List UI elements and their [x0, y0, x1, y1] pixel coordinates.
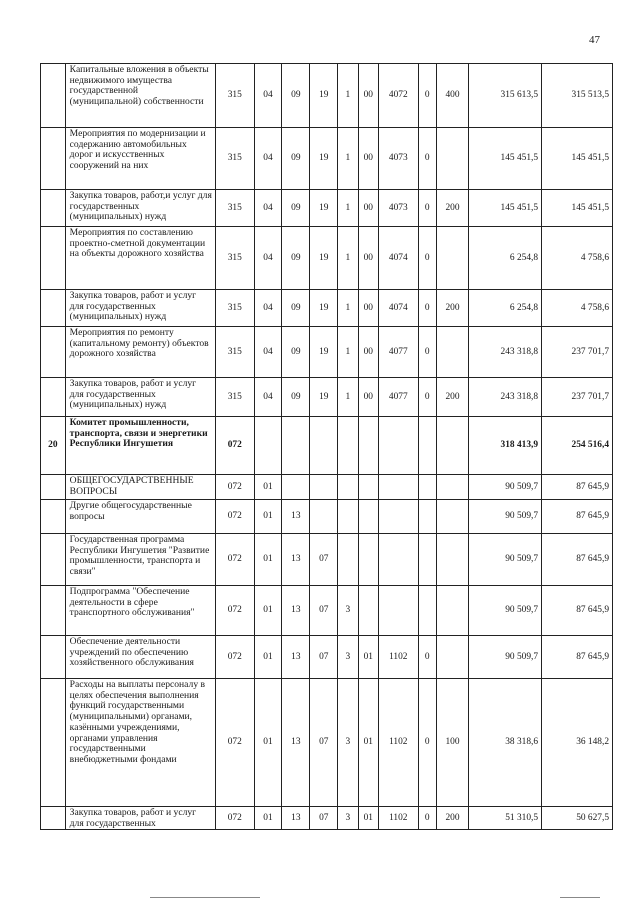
cell-code: 3: [338, 636, 358, 679]
cell-code: 3: [338, 807, 358, 830]
cell-code: 0: [418, 290, 436, 327]
cell-code: 072: [215, 586, 254, 636]
cell-code: 01: [254, 475, 282, 500]
cell-amount-planned: 51 310,5: [469, 807, 542, 830]
cell-code: 072: [215, 475, 254, 500]
cell-code: 01: [254, 636, 282, 679]
cell-code: 04: [254, 128, 282, 190]
cell-code: [310, 500, 338, 534]
cell-row-number: [41, 64, 66, 128]
cell-item-name: Закупка товаров, работ,и услуг для государственных (муниципальных) нужд: [65, 190, 215, 227]
cell-code: [436, 327, 468, 378]
cell-code: 07: [310, 679, 338, 807]
cell-amount-planned: 6 254,8: [469, 227, 542, 290]
cell-amount-executed: 87 645,9: [542, 636, 613, 679]
cell-code: 0: [418, 378, 436, 417]
cell-code: [282, 475, 310, 500]
cell-code: 1: [338, 190, 358, 227]
cell-row-number: [41, 807, 66, 830]
cell-code: 07: [310, 586, 338, 636]
cell-code: 315: [215, 327, 254, 378]
cell-code: 19: [310, 64, 338, 128]
cell-code: 3: [338, 586, 358, 636]
cell-code: 315: [215, 190, 254, 227]
cell-code: 400: [436, 64, 468, 128]
cell-amount-planned: 243 318,8: [469, 378, 542, 417]
page-number: 47: [589, 34, 600, 46]
table-row: [41, 679, 613, 807]
cell-code: 19: [310, 128, 338, 190]
cell-code: [378, 586, 418, 636]
cell-code: [254, 417, 282, 475]
cell-code: 0: [418, 128, 436, 190]
cell-code: [358, 586, 378, 636]
cell-code: 09: [282, 64, 310, 128]
cell-code: 04: [254, 290, 282, 327]
cell-amount-planned: 318 413,9: [469, 417, 542, 475]
cell-row-number: [41, 500, 66, 534]
cell-code: 1102: [378, 679, 418, 807]
cell-code: 200: [436, 807, 468, 830]
cell-code: 4072: [378, 64, 418, 128]
cell-code: 0: [418, 190, 436, 227]
cell-item-name: Закупка товаров, работ и услуг для государственных (муниципальных) нужд: [65, 378, 215, 417]
cell-item-name: Другие общегосударственные вопросы: [65, 500, 215, 534]
cell-code: [338, 534, 358, 586]
cell-item-name: Мероприятия по модернизации и содержанию автомобильных дорог и искусственных сооружений на них: [65, 128, 215, 190]
cell-code: 19: [310, 227, 338, 290]
cell-code: 1: [338, 327, 358, 378]
cell-code: 09: [282, 227, 310, 290]
cell-code: 00: [358, 227, 378, 290]
table-row: [41, 500, 613, 534]
cell-row-number: [41, 190, 66, 227]
cell-code: [418, 475, 436, 500]
cell-code: [436, 227, 468, 290]
cell-code: 072: [215, 636, 254, 679]
cell-code: 04: [254, 227, 282, 290]
cell-code: [418, 534, 436, 586]
cell-code: 09: [282, 327, 310, 378]
cell-code: [310, 417, 338, 475]
cell-item-name: Капитальные вложения в объекты недвижимого имущества государственной (муниципальной) собственности: [65, 64, 215, 128]
cell-amount-executed: 87 645,9: [542, 475, 613, 500]
cell-code: 19: [310, 378, 338, 417]
cell-code: [436, 534, 468, 586]
cell-code: 315: [215, 227, 254, 290]
cell-row-number: [41, 586, 66, 636]
cell-amount-executed: 237 701,7: [542, 378, 613, 417]
cell-code: 13: [282, 500, 310, 534]
cell-item-name: Государственная программа Республики Ингушетия "Развитие промышленности, транспорта и связи": [65, 534, 215, 586]
cell-row-number: [41, 475, 66, 500]
cell-code: 09: [282, 128, 310, 190]
cell-amount-executed: 145 451,5: [542, 190, 613, 227]
cell-code: [338, 500, 358, 534]
cell-amount-planned: 90 509,7: [469, 586, 542, 636]
cell-code: [282, 417, 310, 475]
cell-code: 0: [418, 679, 436, 807]
cell-code: 315: [215, 378, 254, 417]
cell-code: 00: [358, 378, 378, 417]
cell-row-number: [41, 327, 66, 378]
cell-row-number: [41, 378, 66, 417]
cell-code: 04: [254, 327, 282, 378]
cell-code: 4077: [378, 378, 418, 417]
cell-code: [378, 475, 418, 500]
cell-code: 00: [358, 64, 378, 128]
cell-code: 04: [254, 190, 282, 227]
cell-code: [338, 417, 358, 475]
cell-code: 00: [358, 327, 378, 378]
cell-code: [418, 586, 436, 636]
cell-code: 1102: [378, 636, 418, 679]
table-row: [41, 586, 613, 636]
table-row: [41, 534, 613, 586]
cell-code: [358, 500, 378, 534]
cell-code: 100: [436, 679, 468, 807]
cell-code: 200: [436, 190, 468, 227]
cell-code: 19: [310, 327, 338, 378]
cell-amount-planned: 243 318,8: [469, 327, 542, 378]
cell-code: 01: [254, 500, 282, 534]
table-row: [41, 636, 613, 679]
cell-code: 13: [282, 807, 310, 830]
cell-code: 4073: [378, 190, 418, 227]
cell-code: 1: [338, 378, 358, 417]
cell-amount-executed: 4 758,6: [542, 227, 613, 290]
cell-row-number: [41, 290, 66, 327]
cell-code: [358, 475, 378, 500]
cell-amount-executed: 4 758,6: [542, 290, 613, 327]
cell-amount-executed: 36 148,2: [542, 679, 613, 807]
cell-code: 072: [215, 500, 254, 534]
cell-code: 01: [358, 807, 378, 830]
scan-artifact-line: [560, 897, 600, 898]
cell-code: 1102: [378, 807, 418, 830]
cell-amount-executed: 315 513,5: [542, 64, 613, 128]
cell-code: [436, 500, 468, 534]
table-row: [41, 475, 613, 500]
cell-code: 07: [310, 636, 338, 679]
table-row: [41, 807, 613, 830]
scan-artifact-line: [150, 897, 260, 898]
cell-amount-executed: 87 645,9: [542, 586, 613, 636]
cell-code: 072: [215, 679, 254, 807]
cell-amount-planned: 145 451,5: [469, 190, 542, 227]
cell-code: 0: [418, 64, 436, 128]
cell-code: 1: [338, 64, 358, 128]
cell-code: 1: [338, 290, 358, 327]
cell-code: 4073: [378, 128, 418, 190]
cell-code: 13: [282, 586, 310, 636]
cell-code: 315: [215, 64, 254, 128]
cell-code: 4074: [378, 290, 418, 327]
cell-amount-planned: 145 451,5: [469, 128, 542, 190]
cell-code: 200: [436, 378, 468, 417]
cell-code: [338, 475, 358, 500]
cell-amount-executed: 50 627,5: [542, 807, 613, 830]
cell-amount-executed: 254 516,4: [542, 417, 613, 475]
cell-code: 13: [282, 636, 310, 679]
cell-code: 07: [310, 534, 338, 586]
cell-code: [436, 475, 468, 500]
cell-item-name: Подпрограмма "Обеспечение деятельности в сфере транспортного обслуживания": [65, 586, 215, 636]
cell-code: 1: [338, 227, 358, 290]
cell-code: 0: [418, 636, 436, 679]
cell-code: 01: [254, 807, 282, 830]
cell-code: [418, 500, 436, 534]
cell-code: 13: [282, 534, 310, 586]
cell-code: 315: [215, 128, 254, 190]
cell-row-number: 20: [41, 417, 66, 475]
cell-code: 315: [215, 290, 254, 327]
cell-code: [378, 417, 418, 475]
cell-code: 09: [282, 378, 310, 417]
cell-code: 04: [254, 378, 282, 417]
cell-code: [436, 128, 468, 190]
table-row: [41, 128, 613, 190]
cell-code: 19: [310, 290, 338, 327]
cell-code: 0: [418, 807, 436, 830]
cell-amount-planned: 315 613,5: [469, 64, 542, 128]
cell-amount-executed: 87 645,9: [542, 500, 613, 534]
cell-code: 09: [282, 290, 310, 327]
cell-row-number: [41, 128, 66, 190]
cell-code: 01: [358, 679, 378, 807]
cell-item-name: Комитет промышленности, транспорта, связи и энергетики Республики Ингушетия: [65, 417, 215, 475]
cell-code: [436, 586, 468, 636]
cell-amount-planned: 38 318,6: [469, 679, 542, 807]
cell-item-name: Мероприятия по ремонту (капитальному ремонту) объектов дорожного хозяйства: [65, 327, 215, 378]
cell-code: 09: [282, 190, 310, 227]
budget-table: [40, 63, 613, 830]
cell-amount-planned: 90 509,7: [469, 475, 542, 500]
cell-code: 13: [282, 679, 310, 807]
cell-code: [436, 636, 468, 679]
cell-item-name: ОБЩЕГОСУДАРСТВЕННЫЕ ВОПРОСЫ: [65, 475, 215, 500]
cell-code: [358, 417, 378, 475]
cell-code: 07: [310, 807, 338, 830]
cell-amount-planned: 90 509,7: [469, 500, 542, 534]
cell-amount-executed: 237 701,7: [542, 327, 613, 378]
cell-code: [436, 417, 468, 475]
cell-row-number: [41, 534, 66, 586]
cell-code: 4074: [378, 227, 418, 290]
cell-code: [310, 475, 338, 500]
cell-item-name: Расходы на выплаты персоналу в целях обеспечения выполнения функций государственными (муниципальными) органами, казёнными учреждениями, органами управления государственными внебюджетными фондами: [65, 679, 215, 807]
cell-code: 19: [310, 190, 338, 227]
table-row: [41, 417, 613, 475]
cell-code: 00: [358, 128, 378, 190]
cell-code: 01: [254, 679, 282, 807]
cell-code: 0: [418, 327, 436, 378]
cell-amount-executed: 87 645,9: [542, 534, 613, 586]
cell-code: 1: [338, 128, 358, 190]
cell-row-number: [41, 636, 66, 679]
cell-amount-executed: 145 451,5: [542, 128, 613, 190]
cell-code: [378, 500, 418, 534]
cell-code: 072: [215, 417, 254, 475]
cell-code: 072: [215, 534, 254, 586]
cell-amount-planned: 6 254,8: [469, 290, 542, 327]
cell-code: 00: [358, 190, 378, 227]
cell-item-name: Обеспечение деятельности учреждений по обеспечению хозяйственного обслуживания: [65, 636, 215, 679]
table-row: [41, 227, 613, 290]
cell-item-name: Мероприятия по составлению проектно-сметной документации на объекты дорожного хозяйства: [65, 227, 215, 290]
cell-code: 01: [254, 586, 282, 636]
cell-amount-planned: 90 509,7: [469, 534, 542, 586]
cell-code: 0: [418, 227, 436, 290]
cell-code: 3: [338, 679, 358, 807]
cell-code: [378, 534, 418, 586]
table-row: [41, 327, 613, 378]
cell-code: 200: [436, 290, 468, 327]
cell-row-number: [41, 227, 66, 290]
cell-row-number: [41, 679, 66, 807]
cell-item-name: Закупка товаров, работ и услуг для государственных (муниципальных) нужд: [65, 290, 215, 327]
cell-code: 04: [254, 64, 282, 128]
table-row: [41, 290, 613, 327]
cell-code: 01: [358, 636, 378, 679]
cell-code: [358, 534, 378, 586]
cell-code: 072: [215, 807, 254, 830]
cell-code: 4077: [378, 327, 418, 378]
table-row: [41, 64, 613, 128]
cell-item-name: Закупка товаров, работ и услуг для государственных: [65, 807, 215, 830]
cell-code: 00: [358, 290, 378, 327]
cell-amount-planned: 90 509,7: [469, 636, 542, 679]
cell-code: 01: [254, 534, 282, 586]
table-row: [41, 190, 613, 227]
table-row: [41, 378, 613, 417]
cell-code: [418, 417, 436, 475]
